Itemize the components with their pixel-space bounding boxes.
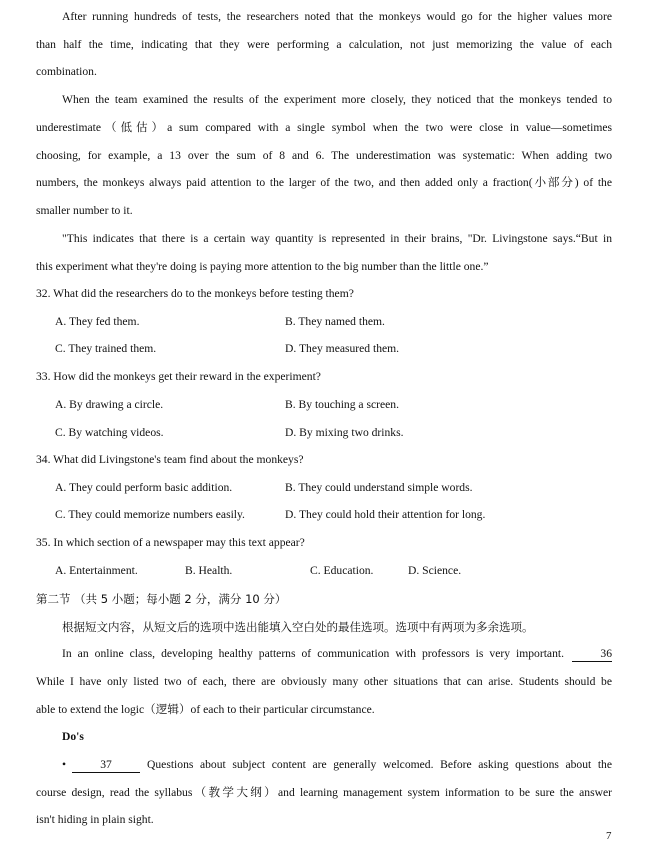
question-35-option-a: A. Entertainment. bbox=[55, 564, 138, 577]
page-number: 7 bbox=[606, 830, 612, 842]
passage-p3-line-2: this experiment what they're doing is paying more attention to the big number than the little one.” bbox=[36, 260, 489, 273]
passage-p2-line-3: choosing, for example, a 13 over the sum of 8 and 6. The underestimation was systematic: When adding two bbox=[36, 149, 612, 162]
intro-line-3: able to extend the logic（逻辑）of each to their particular circumstance. bbox=[36, 703, 375, 716]
dos-heading: Do's bbox=[62, 730, 84, 743]
passage-p3-line-1: "This indicates that there is a certain way quantity is represented in their brains, "Dr. Livingstone says.“But in bbox=[62, 232, 612, 245]
bullet-icon: • bbox=[62, 758, 67, 771]
blank-37[interactable]: 37 bbox=[72, 758, 140, 773]
question-35-stem: 35. In which section of a newspaper may this text appear? bbox=[36, 536, 305, 549]
question-34-option-c: C. They could memorize numbers easily. bbox=[55, 508, 245, 521]
question-33-option-d: D. By mixing two drinks. bbox=[285, 426, 404, 439]
intro-line-1: In an online class, developing healthy patterns of communication with professors is very important. bbox=[62, 647, 564, 660]
question-32-option-a: A. They fed them. bbox=[55, 315, 140, 328]
passage-p2-line-1: When the team examined the results of the experiment more closely, they noticed that the monkeys tended to bbox=[62, 93, 612, 106]
question-34-stem: 34. What did Livingstone's team find about the monkeys? bbox=[36, 453, 304, 466]
passage-p1-line-2: than half the time, indicating that they were performing a calculation, not just memorizing the value of each bbox=[36, 38, 612, 51]
question-35-option-b: B. Health. bbox=[185, 564, 233, 577]
section-2-heading: 第二节 （共 5 小题；每小题 2 分，满分 10 分） bbox=[36, 592, 287, 606]
question-35-option-d: D. Science. bbox=[408, 564, 462, 577]
passage-p1-line-3: combination. bbox=[36, 65, 97, 78]
passage-p2-line-4: numbers, the monkeys always paid attention to the larger of the two, and then added only a fraction(小部分) of the bbox=[36, 176, 612, 189]
do-1-line-1: Questions about subject content are generally welcomed. Before asking questions about the bbox=[147, 758, 612, 771]
question-33-option-c: C. By watching videos. bbox=[55, 426, 164, 439]
question-34-option-b: B. They could understand simple words. bbox=[285, 481, 473, 494]
intro-line-2: While I have only listed two of each, there are obviously many other situations that can arise. Students should be bbox=[36, 675, 612, 688]
question-33-option-b: B. By touching a screen. bbox=[285, 398, 399, 411]
section-2-instruction: 根据短文内容，从短文后的选项中选出能填入空白处的最佳选项。选项中有两项为多余选项。 bbox=[62, 620, 534, 634]
question-33-option-a: A. By drawing a circle. bbox=[55, 398, 164, 411]
question-34-option-a: A. They could perform basic addition. bbox=[55, 481, 233, 494]
passage-p2-line-5: smaller number to it. bbox=[36, 204, 133, 217]
do-1-line-2: course design, read the syllabus（教学大纲）and learning management system information to be sure the answer bbox=[36, 786, 612, 799]
blank-36[interactable]: 36 bbox=[572, 647, 612, 662]
question-34-option-d: D. They could hold their attention for long. bbox=[285, 508, 486, 521]
question-32-option-b: B. They named them. bbox=[285, 315, 385, 328]
passage-p2-line-2: underestimate（低估）a sum compared with a single symbol when the two were close in value—sometimes bbox=[36, 121, 612, 134]
question-32-option-c: C. They trained them. bbox=[55, 342, 157, 355]
question-35-option-c: C. Education. bbox=[310, 564, 374, 577]
question-32-option-d: D. They measured them. bbox=[285, 342, 400, 355]
question-32-stem: 32. What did the researchers do to the monkeys before testing them? bbox=[36, 287, 354, 300]
passage-p1-line-1: After running hundreds of tests, the researchers noted that the monkeys would go for the higher values more bbox=[62, 10, 612, 23]
do-1-line-3: isn't hiding in plain sight. bbox=[36, 813, 154, 826]
question-33-stem: 33. How did the monkeys get their reward in the experiment? bbox=[36, 370, 321, 383]
